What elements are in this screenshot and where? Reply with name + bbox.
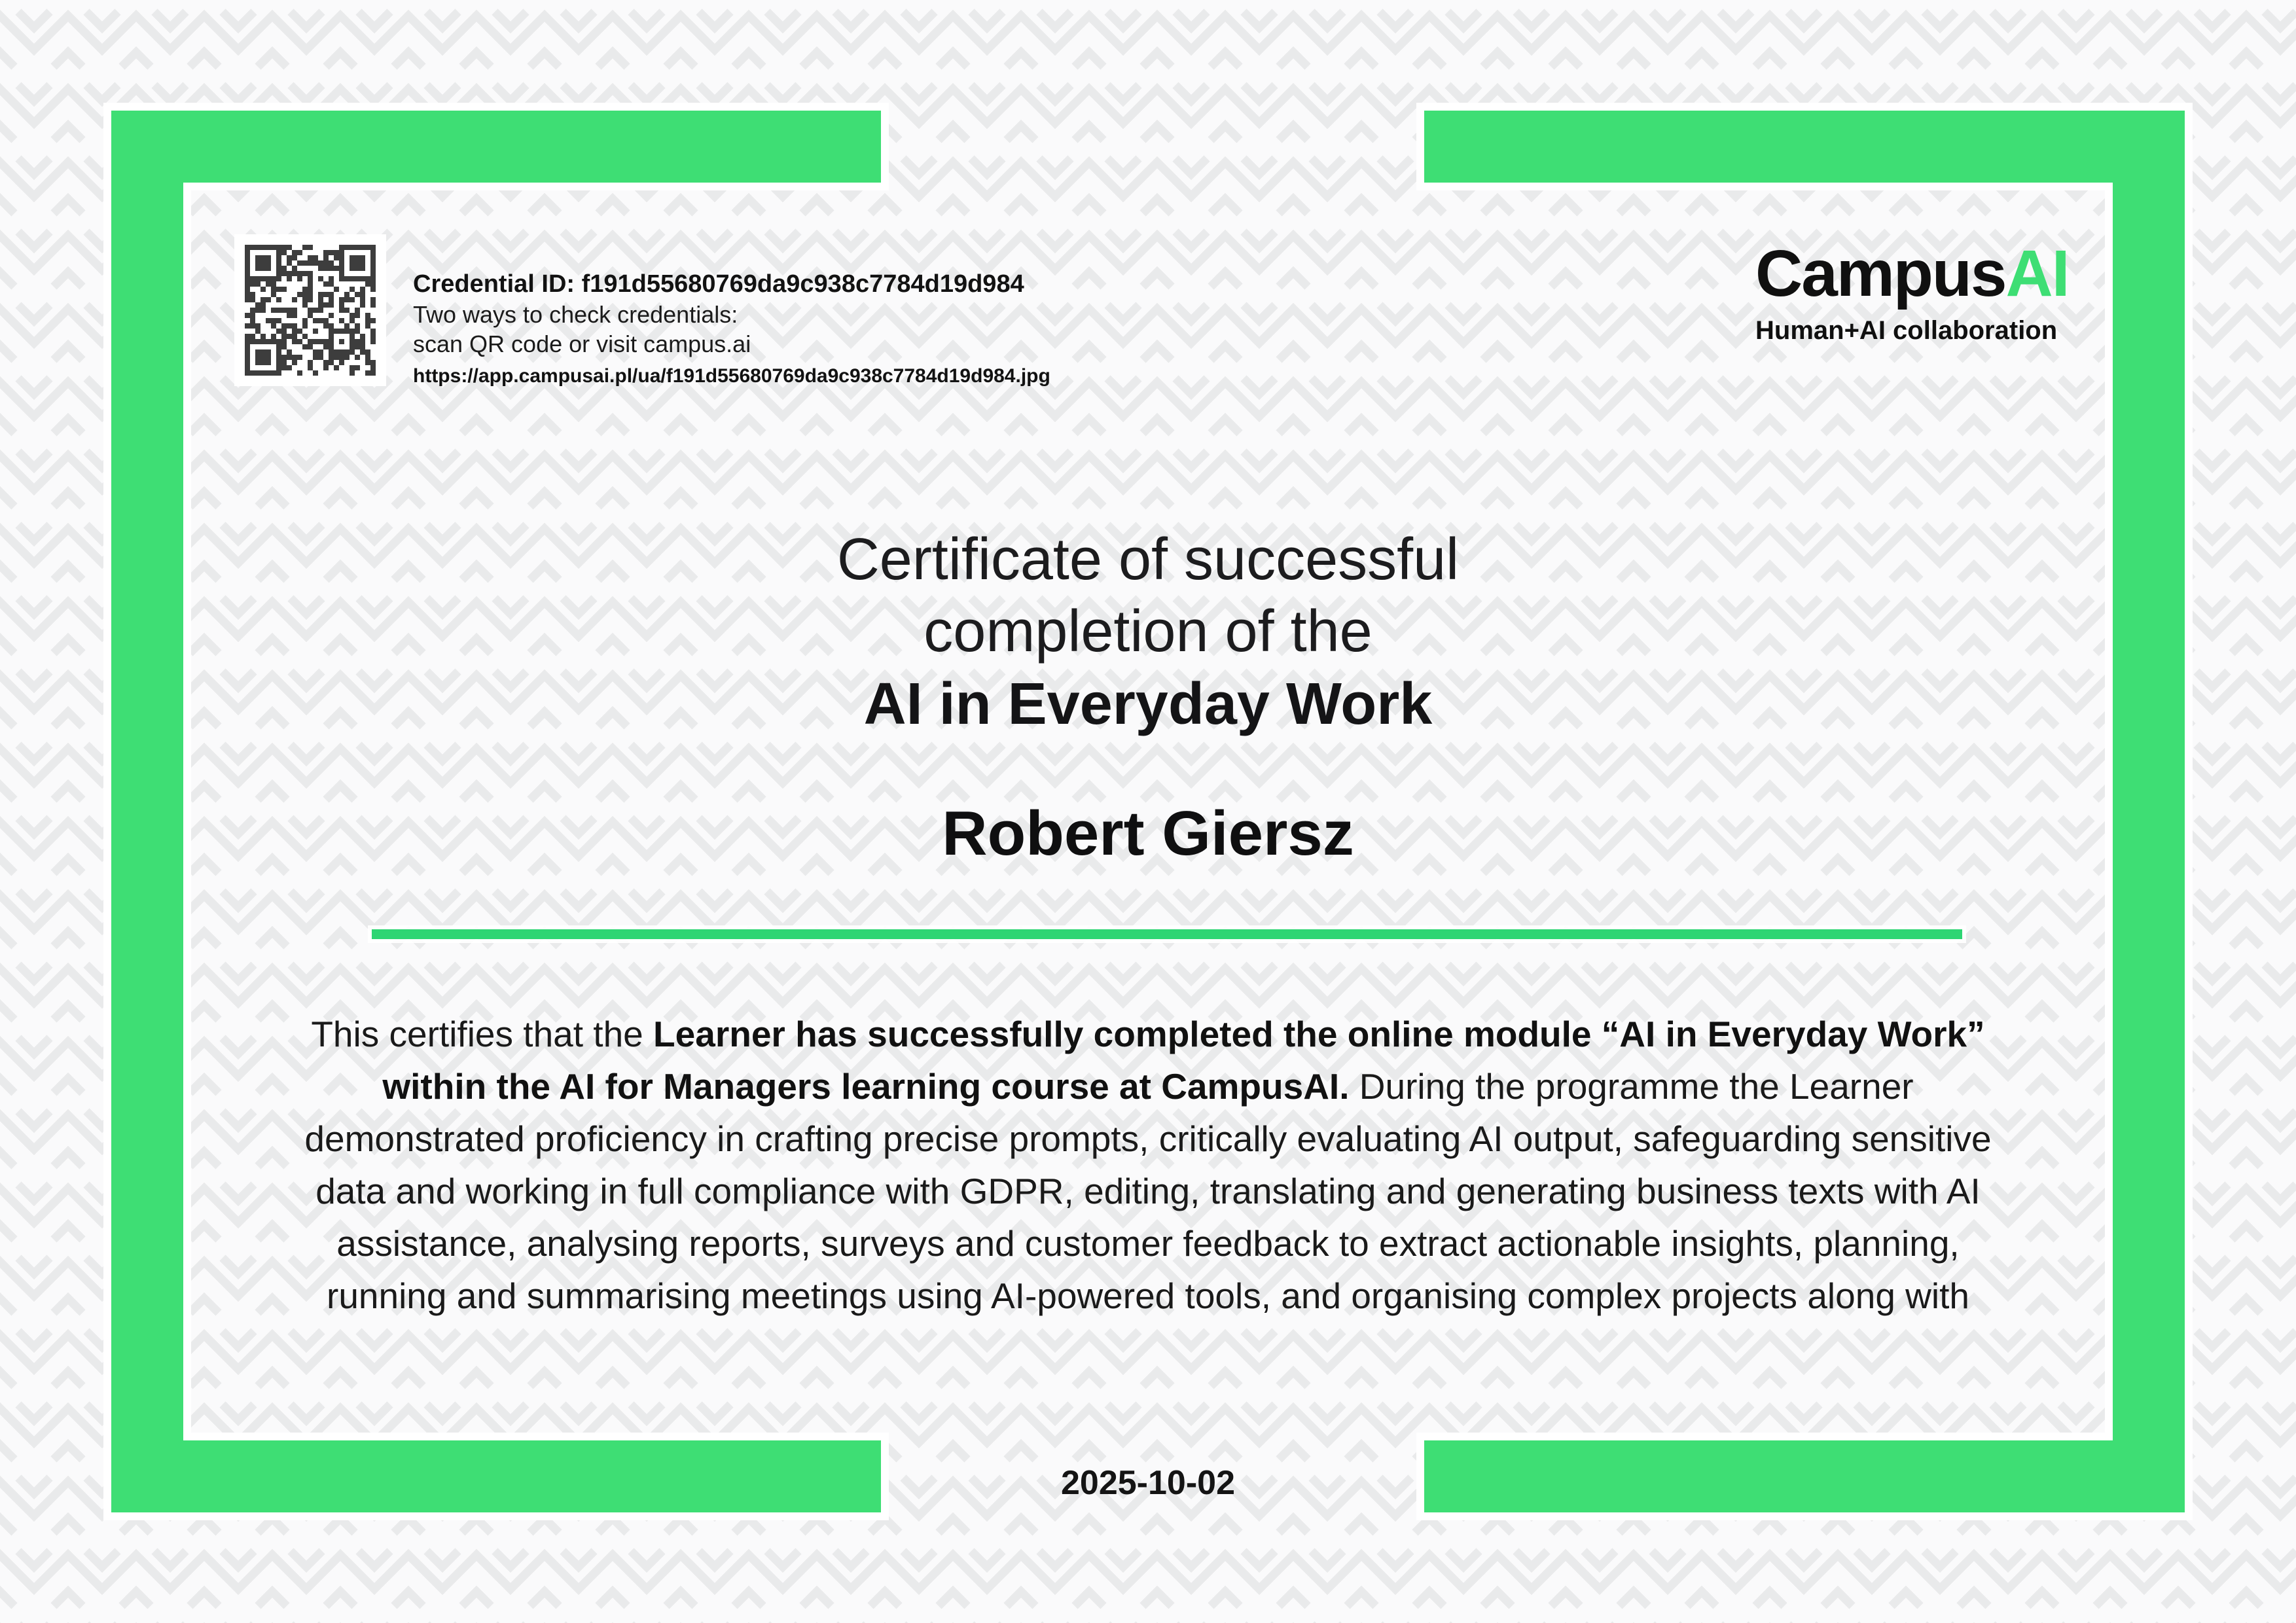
recipient-name: Robert Giersz xyxy=(942,798,1354,868)
credential-url: https://app.campusai.pl/ua/f191d55680769da9c938c7784d19d984.jpg xyxy=(413,365,1050,387)
date-block xyxy=(0,1465,2296,1501)
logo-ai: AI xyxy=(2005,237,2069,310)
qr-code xyxy=(234,234,386,386)
logo-wordmark xyxy=(1755,237,2148,310)
logo-tagline: Human+AI collaboration xyxy=(1755,316,2058,345)
body-prefix: This certifies that the xyxy=(311,1014,654,1054)
qr-code-icon xyxy=(245,245,376,376)
recipient-block xyxy=(297,796,1999,872)
body-suffix: During the programme the Learner demonstrated proficiency in crafting precise prompts, critically evaluating AI output, safeguarding sensitive data and working in full compliance with GDPR, editing, translating and generating business texts with AI assistance, analysing reports, surveys and customer feedback to extract actionable insights, planning, running and summarising meetings using AI-powered tools, and organising complex projects along with xyxy=(304,1066,1992,1316)
title-line-2: completion of the xyxy=(924,599,1372,664)
credential-id: Credential ID: f191d55680769da9c938c7784d19d984 xyxy=(413,270,1024,298)
course-name: AI in Everyday Work xyxy=(863,671,1433,737)
certificate-title xyxy=(297,524,1999,741)
certificate-body xyxy=(297,1008,1999,1322)
issue-date: 2025-10-02 xyxy=(1061,1464,1235,1502)
credential-block xyxy=(413,268,1198,389)
campusai-logo xyxy=(1755,237,2148,346)
body-paragraph xyxy=(297,1008,1999,1322)
divider-line xyxy=(372,929,1962,939)
body-bold: Learner has successfully completed the online module “AI in Everyday Work” within the AI for Managers learning course at CampusAI. xyxy=(382,1014,1985,1107)
title-line-1: Certificate of successful xyxy=(836,527,1460,592)
credential-hint-1: Two ways to check credentials: xyxy=(413,301,738,328)
logo-campus: Campus xyxy=(1755,237,2006,310)
credential-hint-2: scan QR code or visit campus.ai xyxy=(413,330,751,357)
